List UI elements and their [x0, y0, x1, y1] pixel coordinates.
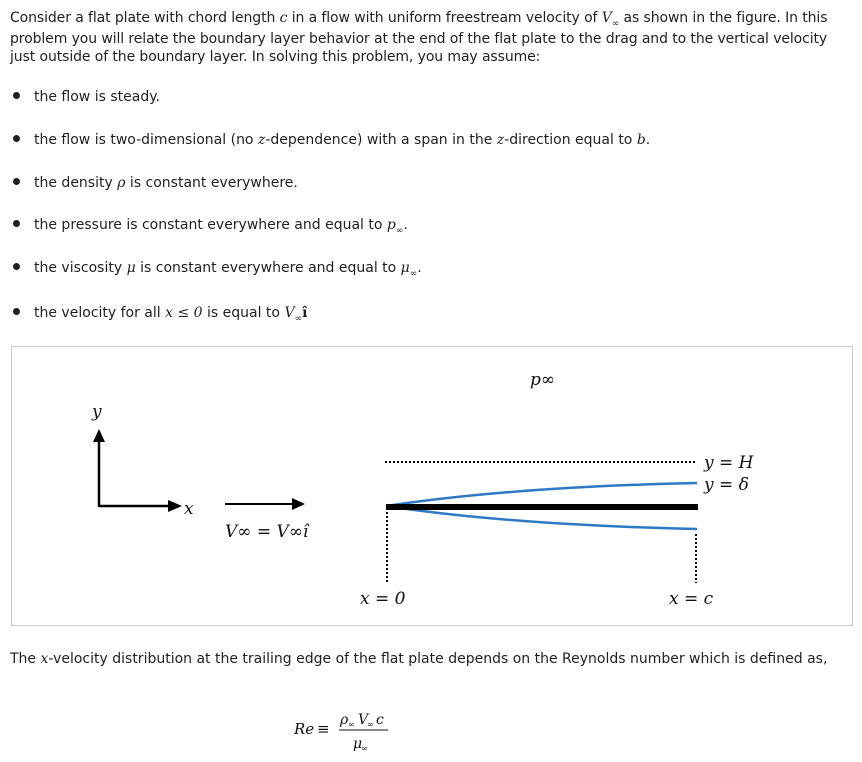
p-inf-label: p∞: [530, 370, 556, 390]
assumption-text: .: [645, 132, 651, 148]
y-axis-label: y: [92, 402, 102, 422]
intro-text-2: in a flow with uniform freestream velocity of: [287, 10, 602, 26]
x-axis-label: x: [184, 499, 194, 519]
re-symbol: Re: [294, 720, 315, 738]
assumption-text: -direction equal to: [504, 132, 637, 148]
bullet-dot: [13, 135, 20, 142]
v-inf-subscript: ∞: [367, 720, 374, 729]
assumption-text: the pressure is constant everywhere and equal to: [34, 217, 387, 233]
upper-boundary-layer-curve: [386, 483, 697, 506]
x-axis-arrowhead: [168, 500, 182, 512]
y-axis-arrowhead: [93, 429, 105, 442]
outro-paragraph: [10, 650, 827, 668]
y-delta-label: y = δ: [704, 475, 749, 495]
intro-text-1: Consider a flat plate with chord length: [10, 10, 280, 26]
p-inf-subscript: ∞: [395, 226, 404, 236]
v-inf-subscript: ∞: [294, 314, 303, 324]
vinf-symbol: V: [601, 10, 612, 26]
outro-text: The: [10, 651, 41, 667]
mu-inf-subscript: ∞: [409, 269, 418, 279]
assumption-text: is equal to: [202, 305, 285, 321]
assumption-text: the flow is steady.: [34, 89, 160, 105]
mu-inf-symbol: μ: [353, 736, 363, 752]
assumption-viscosity: [13, 259, 422, 279]
assumption-velocity: [13, 304, 307, 324]
vinf-subscript: ∞: [611, 19, 620, 29]
flat-plate-figure: [11, 346, 853, 626]
assumption-text: is constant everywhere.: [125, 175, 298, 191]
mu-symbol: μ: [126, 260, 136, 276]
chord-symbol: c: [279, 10, 288, 26]
intro-text-3: as shown in the figure. In this problem you will relate the boundary layer behavior at the end of the flat plate to the drag and to the vertical velocity just outside of the boundary layer. In solving this problem, you may assume:: [10, 10, 828, 65]
assumption-text: the density: [34, 175, 118, 191]
freestream-label: V∞ = V∞î: [225, 522, 309, 542]
z-symbol: z: [496, 132, 505, 148]
assumption-text: is constant everywhere and equal to: [135, 260, 401, 276]
figure-canvas: [12, 347, 854, 627]
outro-text: -velocity distribution at the trailing edge of the flat plate depends on the Reynolds number which is defined as,: [48, 651, 828, 667]
z-symbol: z: [257, 132, 266, 148]
rho-inf-subscript: ∞: [348, 720, 355, 729]
assumption-text: the flow is two-dimensional (no: [34, 132, 258, 148]
reynolds-equation-canvas: [294, 706, 414, 758]
reynolds-equation: [294, 706, 414, 756]
mu-inf-symbol: μ: [400, 260, 410, 276]
xc-label: x = c: [669, 589, 714, 609]
bullet-dot: [13, 220, 20, 227]
assumption-steady: [13, 88, 160, 106]
c-symbol: c: [376, 712, 384, 728]
assumption-text: .: [417, 260, 422, 276]
bullet-dot: [13, 263, 20, 270]
v-inf-symbol: V: [284, 305, 295, 321]
p-inf-symbol: p: [386, 217, 396, 233]
assumption-2d: [13, 131, 650, 149]
bullet-dot: [13, 92, 20, 99]
x-symbol: x: [40, 651, 49, 667]
i-hat-symbol: î: [302, 305, 308, 321]
bullet-dot: [13, 178, 20, 185]
bullet-dot: [13, 308, 20, 315]
mu-inf-subscript: ∞: [361, 744, 368, 753]
x-condition: x ≤ 0: [165, 305, 203, 321]
assumption-density: [13, 174, 298, 192]
assumption-text: -dependence) with a span in the: [265, 132, 497, 148]
y-H-label: y = H: [704, 453, 754, 473]
rho-symbol: ρ: [117, 175, 126, 191]
equiv-symbol: ≡: [317, 720, 330, 738]
freestream-arrowhead: [292, 498, 305, 510]
span-symbol: b: [636, 132, 646, 148]
assumption-text: the velocity for all: [34, 305, 166, 321]
assumption-text: .: [403, 217, 408, 233]
v-inf-symbol: V: [358, 712, 369, 728]
assumption-text: the viscosity: [34, 260, 127, 276]
assumption-pressure: [13, 216, 408, 236]
x0-label: x = 0: [360, 589, 406, 609]
rho-inf-symbol: ρ: [340, 712, 349, 728]
intro-paragraph: [10, 9, 856, 67]
